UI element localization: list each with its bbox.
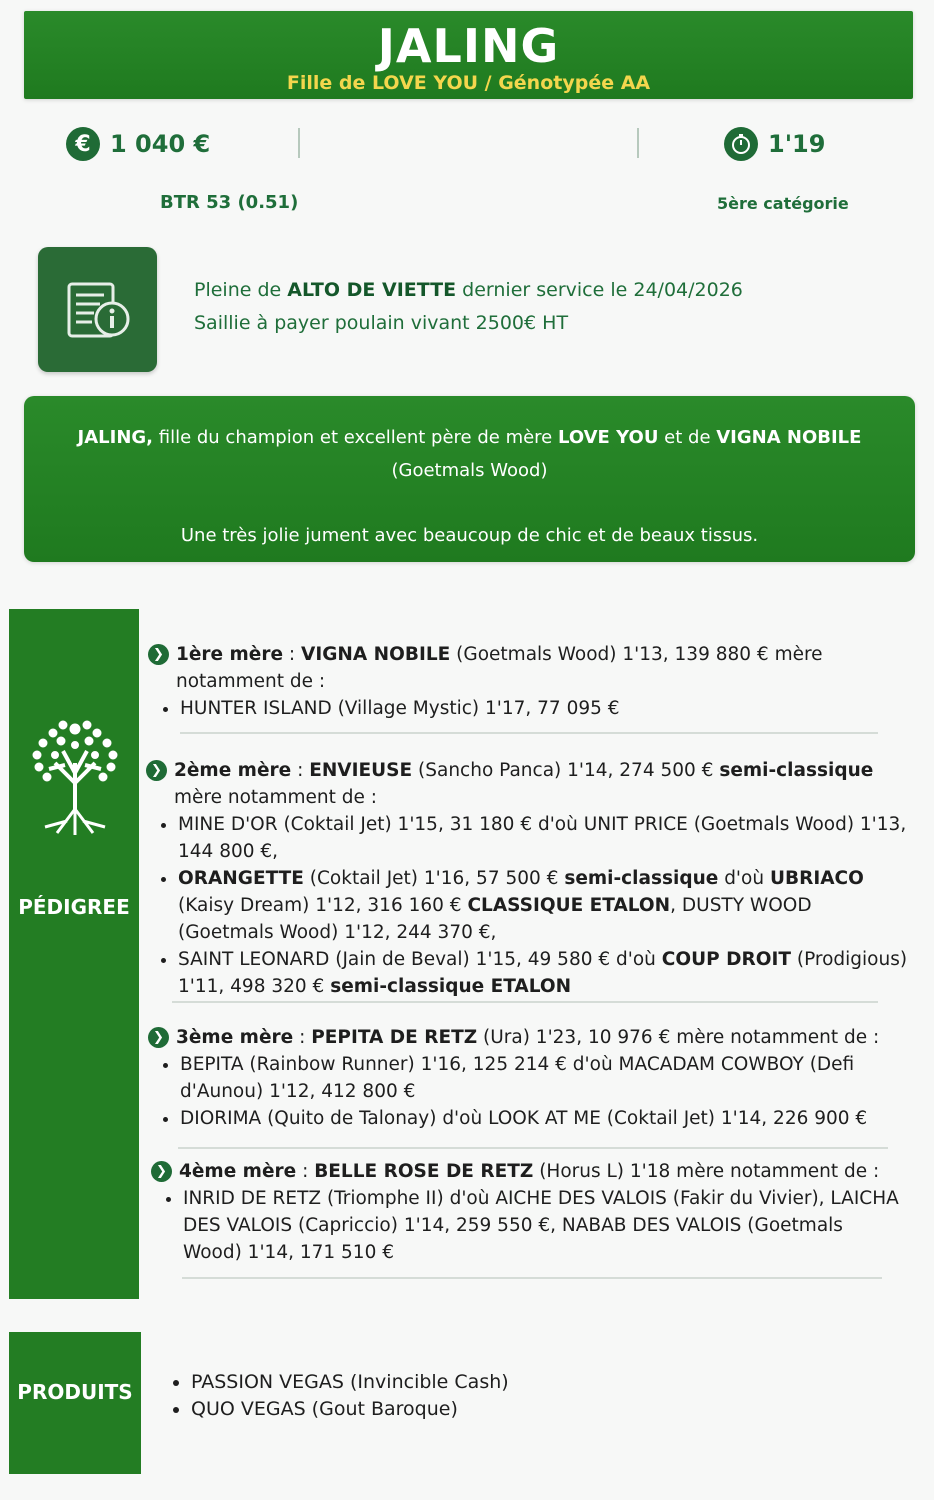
produits-label: PRODUITS: [17, 1380, 133, 1404]
service-line-1: Pleine de ALTO DE VIETTE dernier service le 24/04/2026: [194, 279, 743, 301]
divider: [172, 1001, 878, 1003]
pedigree-label: PÉDIGREE: [18, 895, 130, 919]
list-item: • ORANGETTE (Coktail Jet) 1'16, 57 500 € semi-classique d'où UBRIACO (Kaisy Dream) 1'12, 316 160 € CLASSIQUE ETALON, DUSTY WOOD (Goetmals Wood) 1'12, 244 370 €,: [178, 865, 908, 946]
horse-subtitle: Fille de LOVE YOU / Génotypée AA: [286, 72, 651, 94]
list-item: • INRID DE RETZ (Triomphe II) d'où AICHE DES VALOIS (Fakir du Vivier), LAICHA DES VALOIS (Capriccio) 1'14, 259 550 €, NABAB DES VALOIS (Goetmals Wood) 1'14, 171 510 €: [183, 1185, 903, 1266]
service-info: [194, 274, 743, 340]
section-heading: ❯ 1ère mère : VIGNA NOBILE (Goetmals Wood) 1'13, 139 880 € mère notamment de :: [148, 641, 898, 695]
divider: [637, 128, 639, 158]
description-dam-sire: (Goetmals Wood): [391, 460, 548, 481]
chevron-right-icon: ❯: [148, 1027, 169, 1048]
btr-value: BTR 53 (0.51): [160, 192, 299, 213]
produits-sidebar: [9, 1332, 141, 1474]
list-item: • HUNTER ISLAND (Village Mystic) 1'17, 77 095 €: [180, 695, 898, 722]
list-item: • QUO VEGAS (Gout Baroque): [191, 1396, 509, 1423]
chevron-right-icon: ❯: [146, 760, 167, 781]
horse-name: JALING: [377, 19, 560, 73]
tree-icon: [27, 713, 123, 839]
section-heading: ❯ 3ème mère : PEPITA DE RETZ (Ura) 1'23, 10 976 € mère notamment de :: [148, 1024, 908, 1051]
stopwatch-icon: [724, 127, 758, 161]
section-heading: ❯ 2ème mère : ENVIEUSE (Sancho Panca) 1'14, 274 500 € semi-classique mère notamment de :: [146, 757, 908, 811]
service-line-2: Saillie à payer poulain vivant 2500€ HT: [194, 312, 569, 334]
divider: [182, 1277, 882, 1279]
document-info-icon: [38, 247, 157, 372]
divider: [178, 1147, 888, 1149]
pedigree-section-4: [151, 1158, 903, 1266]
divider: [180, 732, 878, 734]
list-item: • DIORIMA (Quito de Talonay) d'où LOOK AT ME (Coktail Jet) 1'14, 226 900 €: [180, 1105, 908, 1132]
category-value: 5ère catégorie: [717, 194, 849, 213]
chevron-right-icon: ❯: [148, 644, 169, 665]
list-item: • BEPITA (Rainbow Runner) 1'16, 125 214 € d'où MACADAM COWBOY (Defi d'Aunou) 1'12, 412 800 €: [180, 1051, 908, 1105]
description-line-1: JALING, fille du champion et excellent père de mère LOVE YOU et de VIGNA NOBILE: [77, 427, 862, 448]
list-item: • MINE D'OR (Coktail Jet) 1'15, 31 180 € d'où UNIT PRICE (Goetmals Wood) 1'13, 144 800 €,: [178, 811, 908, 865]
divider: [298, 128, 300, 158]
section-heading: ❯ 4ème mère : BELLE ROSE DE RETZ (Horus L) 1'18 mère notamment de :: [151, 1158, 903, 1185]
pedigree-section-1: [148, 641, 898, 722]
description-box: [24, 396, 915, 562]
record-time: 1'19: [768, 130, 826, 158]
produits-list: [172, 1369, 509, 1423]
list-item: • SAINT LEONARD (Jain de Beval) 1'15, 49 580 € d'où COUP DROIT (Prodigious) 1'11, 498 320 € semi-classique ETALON: [178, 946, 908, 1000]
pedigree-section-2: [146, 757, 908, 1000]
description-line-2: Une très jolie jument avec beaucoup de chic et de beaux tissus.: [180, 525, 759, 546]
euro-icon: €: [66, 127, 100, 161]
title-banner: [24, 11, 913, 99]
price-value: 1 040 €: [110, 130, 211, 158]
pedigree-section-3: [148, 1024, 908, 1132]
chevron-right-icon: ❯: [151, 1161, 172, 1182]
pedigree-sidebar: [9, 609, 139, 1299]
list-item: • PASSION VEGAS (Invincible Cash): [191, 1369, 509, 1396]
